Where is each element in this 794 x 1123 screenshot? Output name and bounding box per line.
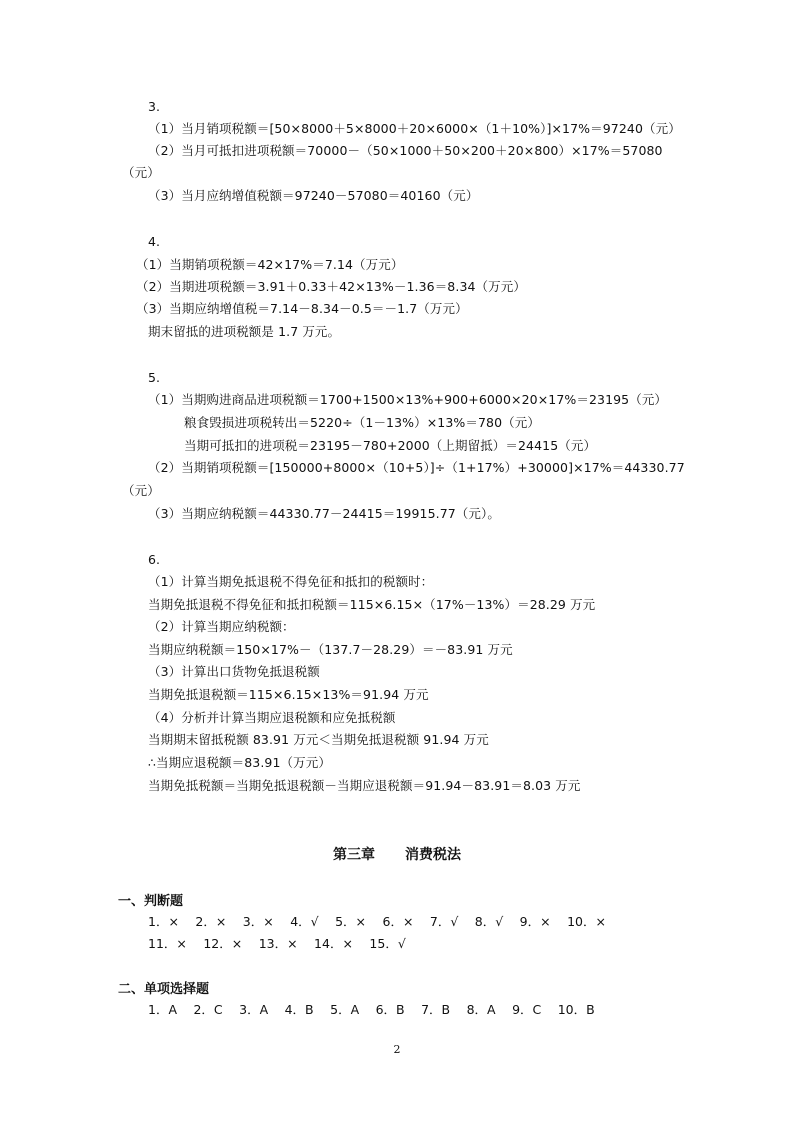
question-5-number: 5. (148, 370, 161, 385)
q3-line-2: （2）当月可抵扣进项税额＝70000－（50×1000＋50×200＋20×800）×17%＝57080 (148, 143, 663, 158)
q5-line-4: （2）当期销项税额＝[150000+8000×（10+5）]÷（1+17%）+30000]×17%＝44330.77 (148, 460, 685, 475)
section-true-false-heading: 一、判断题 (118, 894, 184, 909)
q4-line-2: （2）当期进项税额＝3.91＋0.33＋42×13%－1.36＝8.34（万元） (136, 279, 526, 294)
q4-line-4: 期末留抵的进项税额是 1.7 万元。 (148, 324, 341, 339)
q5-line-3: 当期可抵扣的进项税＝23195－780+2000（上期留抵）＝24415（元） (184, 438, 597, 453)
q6-line-10: 当期免抵税额＝当期免抵退税额－当期应退税额＝91.94－83.91＝8.03 万元 (148, 778, 581, 793)
q6-line-1: （1）计算当期免抵退税不得免征和抵扣的税额时： (148, 574, 434, 589)
chapter-heading (0, 845, 794, 865)
q5-line-5: （3）当期应纳税额＝44330.77－24415＝19915.77（元）。 (148, 506, 500, 521)
q3-line-3: （3）当月应纳增值税额＝97240－57080＝40160（元） (148, 188, 479, 203)
q4-line-3: （3）当期应纳增值税＝7.14－8.34－0.5＝－1.7（万元） (136, 301, 468, 316)
chapter-number: 第三章 (333, 847, 375, 863)
q5-line-4-cont: （元） (122, 483, 160, 498)
q6-line-5: （3）计算出口货物免抵退税额 (148, 664, 320, 679)
q6-line-2: 当期免抵退税不得免征和抵扣税额＝115×6.15×（17%－13%）＝28.29 万元 (148, 597, 596, 612)
q4-line-1: （1）当期销项税额＝42×17%＝7.14（万元） (136, 257, 404, 272)
q6-line-9: ∴当期应退税额＝83.91（万元） (148, 755, 331, 770)
q5-line-1: （1）当期购进商品进项税额＝1700+1500×13%+900+6000×20×17%＝23195（元） (148, 392, 668, 407)
question-3-number: 3. (148, 99, 161, 114)
single-choice-answers-row-1: 1．A 2．C 3．A 4．B 5．A 6．B 7．B 8．A 9．C 10．B (148, 1002, 595, 1017)
q6-line-8: 当期期末留抵税额 83.91 万元＜当期免抵退税额 91.94 万元 (148, 732, 489, 747)
q3-line-1: （1）当月销项税额＝[50×8000＋5×8000＋20×6000×（1＋10%）]×17%＝97240（元） (148, 121, 681, 136)
q6-line-3: （2）计算当期应纳税额： (148, 619, 295, 634)
true-false-answers-row-2: 11．× 12．× 13．× 14．× 15．√ (148, 936, 406, 951)
chapter-title: 消费税法 (405, 847, 461, 863)
true-false-answers-row-1: 1．× 2．× 3．× 4．√ 5．× 6．× 7．√ 8．√ 9．× 10．× (148, 914, 606, 929)
q6-line-6: 当期免抵退税额＝115×6.15×13%＝91.94 万元 (148, 687, 429, 702)
q6-line-4: 当期应纳税额＝150×17%－（137.7－28.29）＝－83.91 万元 (148, 642, 513, 657)
page-number: 2 (393, 1043, 401, 1056)
q5-line-2: 粮食毁损进项税转出＝5220÷（1－13%）×13%＝780（元） (184, 415, 540, 430)
section-single-choice-heading: 二、单项选择题 (118, 982, 210, 997)
question-4-number: 4. (148, 234, 161, 249)
question-6-number: 6. (148, 552, 161, 567)
q6-line-7: （4）分析并计算当期应退税额和应免抵税额 (148, 710, 396, 725)
q3-line-2-cont: （元） (122, 165, 160, 180)
